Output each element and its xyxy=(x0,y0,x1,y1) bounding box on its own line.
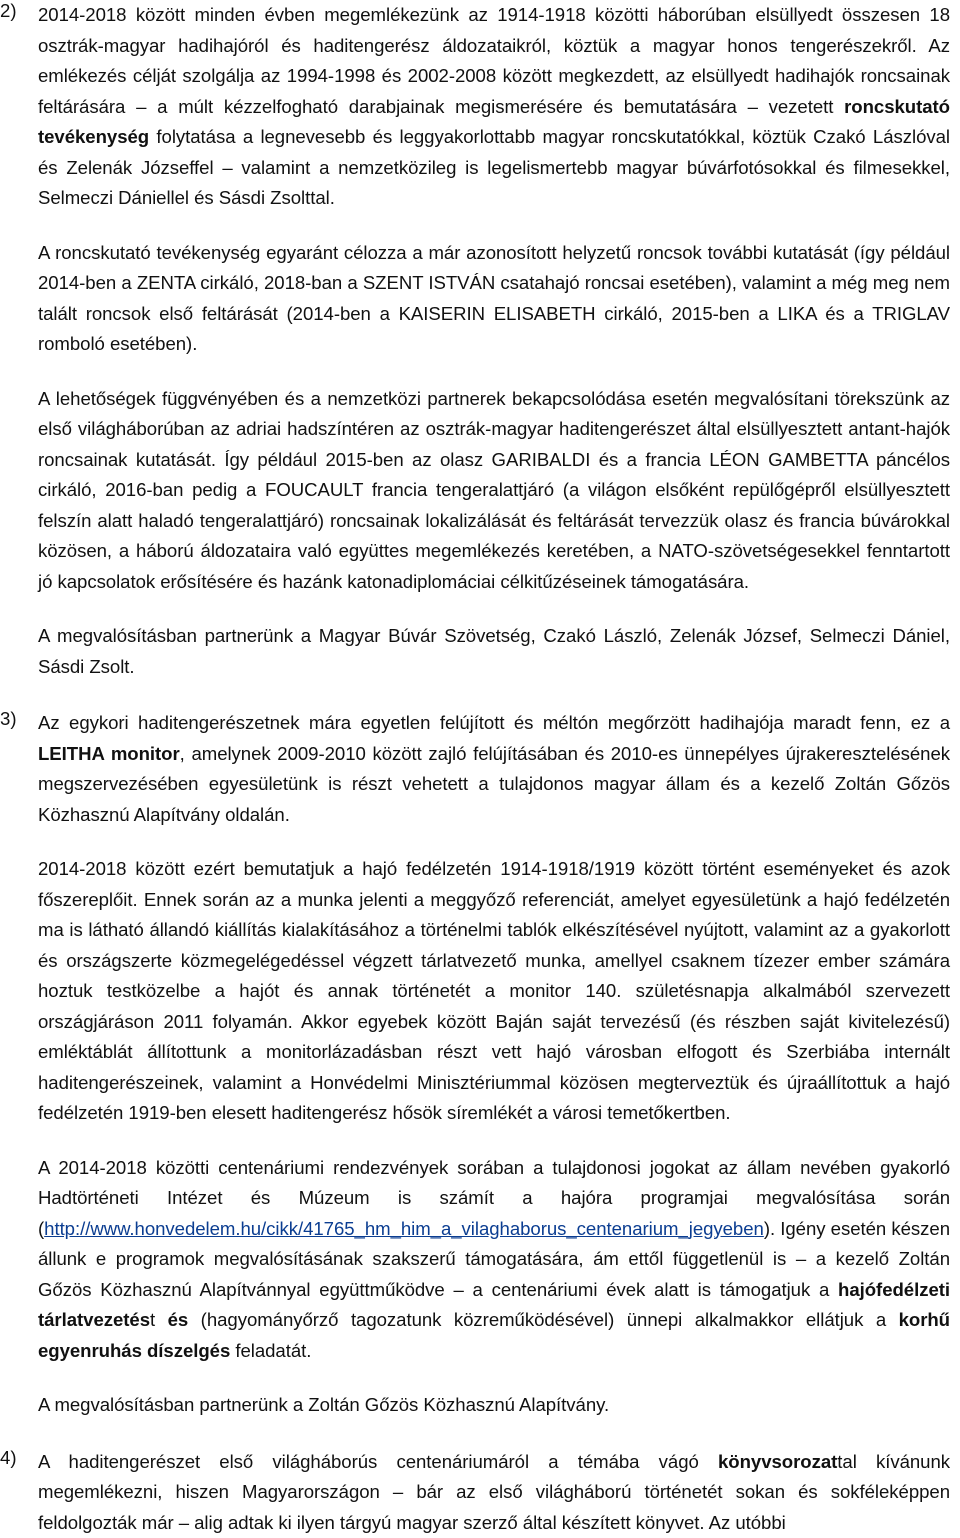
list-item-3 xyxy=(0,708,950,1421)
list-item-4 xyxy=(0,1447,950,1538)
paragraph xyxy=(38,238,950,360)
text-run: 2014-2018 között minden évben megemlékezünk az 1914-1918 közötti háborúban elsüllyedt összesen 18 osztrák-magyar hadihajóról és haditengerész áldozataikról, köztük a magyar honos tengerészekről. Az emlékezés célját szolgálja az 1994-1998 és 2002-2008 között megkezdett, az elsüllyedt hadihajók roncsainak feltárására – a múlt kézzelfogható darabjainak megismerésére és bemutatására – vezetett xyxy=(38,4,950,117)
text-run: Az egykori haditengerészetnek mára egyetlen felújított és méltón megőrzött hadihajója maradt fenn, ez a xyxy=(38,712,950,733)
bold-text: korhű egyenruhás díszelgés xyxy=(38,1309,950,1361)
paragraph xyxy=(38,0,950,214)
text-run: folytatása a legnevesebb és leggyakorlottabb magyar roncskutatókkal, köztük Czakó Lászlóval és Zelenák Józseffel – valamint a nemzetközileg is legelismertebb magyar búvárfotósokkal és filmesekkel, Selmeczi Dániellel és Sásdi Zsolttal. xyxy=(38,126,950,208)
bold-text: LEITHA monitor xyxy=(38,743,180,764)
text-run: A lehetőségek függvényében és a nemzetközi partnerek bekapcsolódása esetén megvalósítani törekszünk az első világháborúban az adriai hadszíntéren az osztrák-magyar haditengerészet által elsüllyesztett antant-hajók roncsainak kutatását. Így például 2015-ben az olasz GARIBALDI és a francia LÉON GAMBETTA páncélos cirkáló, 2016-ban pedig a FOUCAULT francia tengeralattjáró (a világon elsőként repülőgépről elsüllyesztett felszín alatt haladó tengeralattjáró) roncsainak lokalizálását és feltárását tervezzük olasz és francia búvárokkal közösen, a háború áldozataira való együttes megemlékezés keretében, a NATO-szövetségesekkel fenntartott jó kapcsolatok erősítésére és hazánk katonadiplomáciai célkitűzéseinek támogatására. xyxy=(38,388,950,592)
item-number: 3) xyxy=(0,708,17,730)
paragraph xyxy=(38,1390,950,1421)
text-run: t xyxy=(150,1309,168,1330)
hyperlink[interactable]: http://www.honvedelem.hu/cikk/41765_hm_him_a_vilaghaborus_centenarium_jegyeben xyxy=(44,1218,764,1239)
text-run: tal kívánunk megemlékezni, hiszen Magyarországon – bár az első világháború történetét sokan és sokféleképpen feldolgozták már – alig adtak ki ilyen tárgyú magyar szerző által készített könyvet. Az utóbbi xyxy=(38,1451,950,1533)
text-run: A haditengerészet első világháborús centenáriumáról a témába vágó xyxy=(38,1451,718,1472)
text-run: , amelynek 2009-2010 között zajló felújításában és 2010-es ünnepélyes újrakeresztelésének megszervezésében egyesületünk is részt vehetett a tulajdonos magyar állam és a kezelő Zoltán Gőzös Közhasznú Alapítvány oldalán. xyxy=(38,743,950,825)
text-run: A 2014-2018 közötti centenáriumi rendezvények sorában a tulajdonosi jogokat az állam nevében gyakorló Hadtörténeti Intézet és Múzeum is számít a hajóra programjai megvalósítása során ( xyxy=(38,1157,950,1239)
paragraph xyxy=(38,384,950,598)
list-item-2 xyxy=(0,0,950,682)
text-run: 2014-2018 között ezért bemutatjuk a hajó fedélzetén 1914-1918/1919 között történt eseményeket és azok főszereplőit. Ennek során az a munka jelenti a meggyőző referenciát, amelyet egyesületünk a hajó fedélzetén ma is látható állandó kiállítás kialakításához a történelmi tablók elkészítésével nyújtott, valamint az a gyakorlott és országszerte közmegelégedéssel végzett tárlatvezető munka, amellyel csaknem tízezer ember számára hoztuk testközelbe a hajót és annak történetét a monitor 140. születésnapja alkalmából szervezett országjáráson 2011 folyamán. Akkor egyebek között Baján saját tervezésű (és részben saját kivitelezésű) emléktáblát állítottunk a monitorlázadásban részt vett hajó városban elfogott és Szerbiába internált haditengerészeinek, valamint a Honvédelmi Minisztériummal közösen megterveztük és újraállítottuk a hajó fedélzetén 1919-ben elesett haditengerész hősök síremlékét a városi temetőkertben. xyxy=(38,858,950,1123)
bold-text: hajófedélzeti tárlatvezetés xyxy=(38,1279,950,1331)
text-run: ). Igény esetén készen állunk e programok megvalósításának szakszerű támogatására, ám ettől függetlenül is – a kezelő Zoltán Gőzös Közhasznú Alapítvánnyal együttműködve – a centenáriumi évek alatt is támogatjuk a xyxy=(38,1218,950,1300)
text-run: feladatát. xyxy=(230,1340,311,1361)
text-run: A roncskutató tevékenység egyaránt célozza a már azonosított helyzetű roncsok további kutatását (így például 2014-ben a ZENTA cirkáló, 2018-ban a SZENT ISTVÁN csatahajó roncsai esetében), valamint a még meg nem talált roncsok első feltárását (2014-ben a KAISERIN ELISABETH cirkáló, 2015-ben a LIKA és a TRIGLAV romboló esetében). xyxy=(38,242,950,355)
bold-text: roncskutató tevékenység xyxy=(38,96,950,148)
text-run: A megvalósításban partnerünk a Zoltán Gőzös Közhasznú Alapítvány. xyxy=(38,1394,609,1415)
text-run: A megvalósításban partnerünk a Magyar Búvár Szövetség, Czakó László, Zelenák József, Selmeczi Dániel, Sásdi Zsolt. xyxy=(38,625,950,677)
bold-text: könyvsorozat xyxy=(718,1451,837,1472)
paragraph xyxy=(38,621,950,682)
paragraph xyxy=(38,854,950,1129)
text-run: (hagyományőrző tagozatunk közreműködésével) ünnepi alkalmakkor ellátjuk a xyxy=(188,1309,898,1330)
paragraph xyxy=(38,1447,950,1538)
item-number: 4) xyxy=(0,1447,17,1469)
paragraph xyxy=(38,708,950,830)
paragraph xyxy=(38,1153,950,1367)
item-number: 2) xyxy=(0,0,17,22)
bold-text: és xyxy=(168,1309,189,1330)
